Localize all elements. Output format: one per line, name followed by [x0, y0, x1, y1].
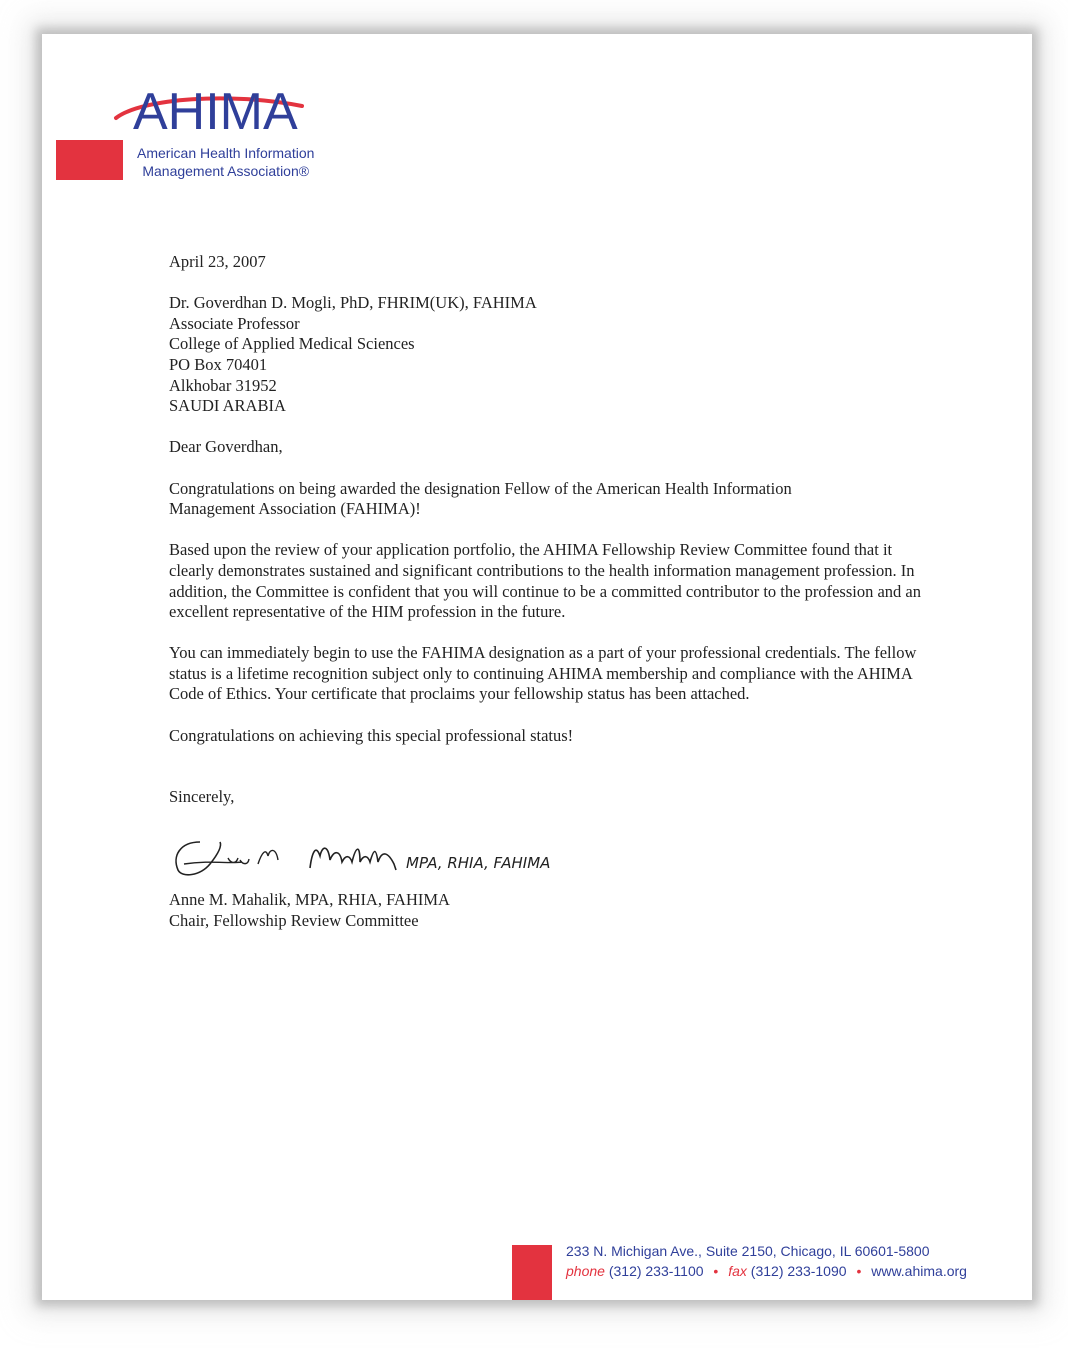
phone-label: phone	[566, 1263, 605, 1279]
logo-tagline-line1: American Health Information	[137, 145, 315, 161]
phone-number: (312) 233-1100	[608, 1263, 704, 1279]
separator-dot: •	[713, 1263, 719, 1279]
body-paragraph: Based upon the review of your application portfolio, the AHIMA Fellowship Review Committee found that it clearly demonstrates sustained and significant contributions to the health information management profession. In addition, the Committee is confident that you will continue to be a committed contributor to the profession and an excellent representative of the HIM profession in the future.	[169, 540, 921, 622]
recipient-line: SAUDI ARABIA	[169, 396, 286, 416]
recipient-line: Alkhobar 31952	[169, 375, 277, 395]
fax-label: fax	[728, 1263, 747, 1279]
handwritten-signature	[170, 834, 590, 884]
fax-number: (312) 233-1090	[750, 1263, 847, 1279]
logo-wordmark: AHIMA	[133, 83, 298, 141]
footer-contact-line	[566, 1261, 967, 1281]
body-paragraph: Congratulations on achieving this special professional status!	[169, 725, 574, 745]
signature-block	[169, 890, 450, 931]
footer-contact	[566, 1241, 967, 1281]
recipient-line: Dr. Goverdhan D. Mogli, PhD, FHRIM(UK), FAHIMA	[169, 293, 537, 313]
recipient-line: PO Box 70401	[169, 354, 268, 374]
salutation: Dear Goverdhan,	[169, 437, 283, 457]
logo-red-square	[56, 140, 123, 180]
recipient-line: College of Applied Medical Sciences	[169, 334, 415, 354]
letter-body	[169, 252, 939, 808]
signer-title: Chair, Fellowship Review Committee	[169, 910, 419, 930]
separator-dot: •	[856, 1263, 862, 1279]
recipient-line: Associate Professor	[169, 313, 300, 333]
footer-address: 233 N. Michigan Ave., Suite 2150, Chicago, IL 60601-5800	[566, 1243, 930, 1259]
website-link[interactable]: www.ahima.org	[871, 1263, 967, 1279]
closing: Sincerely,	[169, 787, 235, 807]
signature-credentials: MPA, RHIA, FAHIMA	[406, 854, 551, 872]
body-paragraph: You can immediately begin to use the FAHIMA designation as a part of your professional credentials. The fellow status is a lifetime recognition subject only to continuing AHIMA membership and compliance with the AHIMA Code of Ethics. Your certificate that proclaims your fellowship status has been attached.	[169, 643, 917, 704]
logo-tagline	[137, 144, 314, 180]
logo-tagline-line2: Management Association®	[142, 163, 310, 179]
footer-red-square	[512, 1245, 552, 1300]
signer-name: Anne M. Mahalik, MPA, RHIA, FAHIMA	[169, 890, 450, 909]
letter-date: April 23, 2007	[169, 252, 266, 271]
body-paragraph: Congratulations on being awarded the designation Fellow of the American Health Information Management Association (FAHIMA)!	[169, 478, 792, 519]
